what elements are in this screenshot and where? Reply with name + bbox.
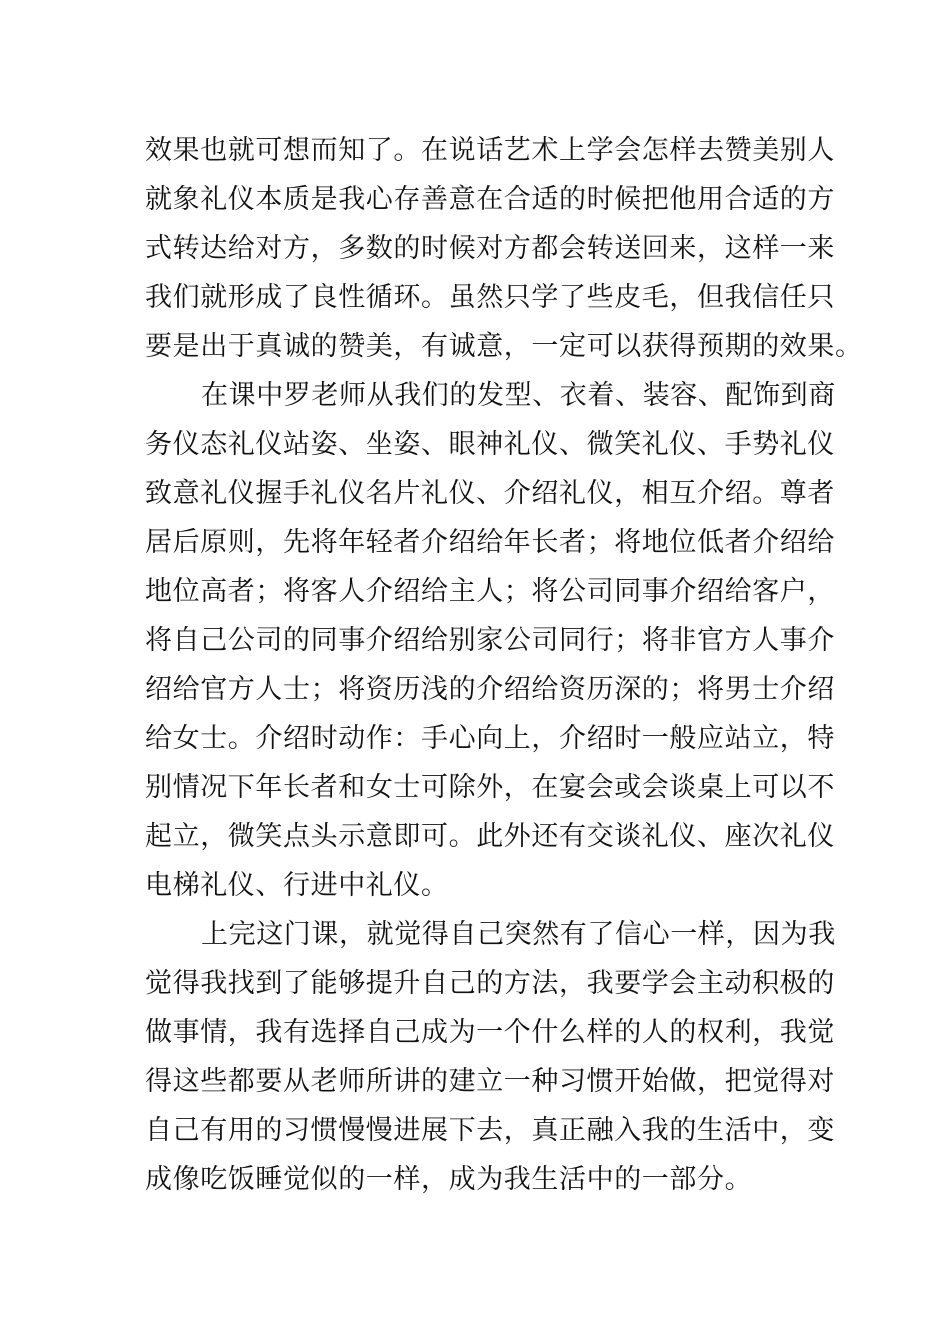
text-line: 觉得我找到了能够提升自己的方法，我要学会主动积极的 [145,968,835,999]
text-line: 要是出于真诚的赞美，有诚意，一定可以获得预期的效果。 [145,331,863,362]
paragraph-3 [145,910,836,1204]
text-line: 式转达给对方，多数的时候对方都会转送回来，这样一来 [145,233,835,264]
text-line: 我们就形成了良性循环。虽然只学了些皮毛，但我信任只 [145,282,835,313]
text-line: 成像吃饭睡觉似的一样，成为我生活中的一部分。 [145,1164,753,1195]
text-line: 做事情，我有选择自己成为一个什么样的人的权利，我觉 [145,1017,835,1048]
text-line: 在课中罗老师从我们的发型、衣着、装容、配饰到商 [201,380,836,411]
text-line: 自己有用的习惯慢慢进展下去，真正融入我的生活中，变 [145,1115,835,1146]
text-line: 地位高者；将客人介绍给主人；将公司同事介绍给客户， [145,576,835,607]
text-line: 效果也就可想而知了。在说话艺术上学会怎样去赞美别人 [145,135,835,166]
text-line: 就象礼仪本质是我心存善意在合适的时候把他用合适的方 [145,184,835,215]
text-line: 别情况下年长者和女士可除外，在宴会或会谈桌上可以不 [145,772,835,803]
document-body [145,126,863,1204]
text-line: 上完这门课，就觉得自己突然有了信心一样，因为我 [201,919,836,950]
paragraph-1 [145,126,863,371]
text-line: 务仪态礼仪站姿、坐姿、眼神礼仪、微笑礼仪、手势礼仪 [145,429,835,460]
text-line: 起立，微笑点头示意即可。此外还有交谈礼仪、座次礼仪 [145,821,835,852]
text-line: 将自己公司的同事介绍给别家公司同行；将非官方人事介 [145,625,835,656]
paragraph-2 [145,371,836,910]
text-line: 电梯礼仪、行进中礼仪。 [145,870,449,901]
text-line: 绍给官方人士；将资历浅的介绍给资历深的；将男士介绍 [145,674,835,705]
text-line: 给女士。介绍时动作：手心向上，介绍时一般应站立，特 [145,723,835,754]
text-line: 居后原则，先将年轻者介绍给年长者；将地位低者介绍给 [145,527,835,558]
text-line: 得这些都要从老师所讲的建立一种习惯开始做，把觉得对 [145,1066,835,1097]
text-line: 致意礼仪握手礼仪名片礼仪、介绍礼仪，相互介绍。尊者 [145,478,835,509]
